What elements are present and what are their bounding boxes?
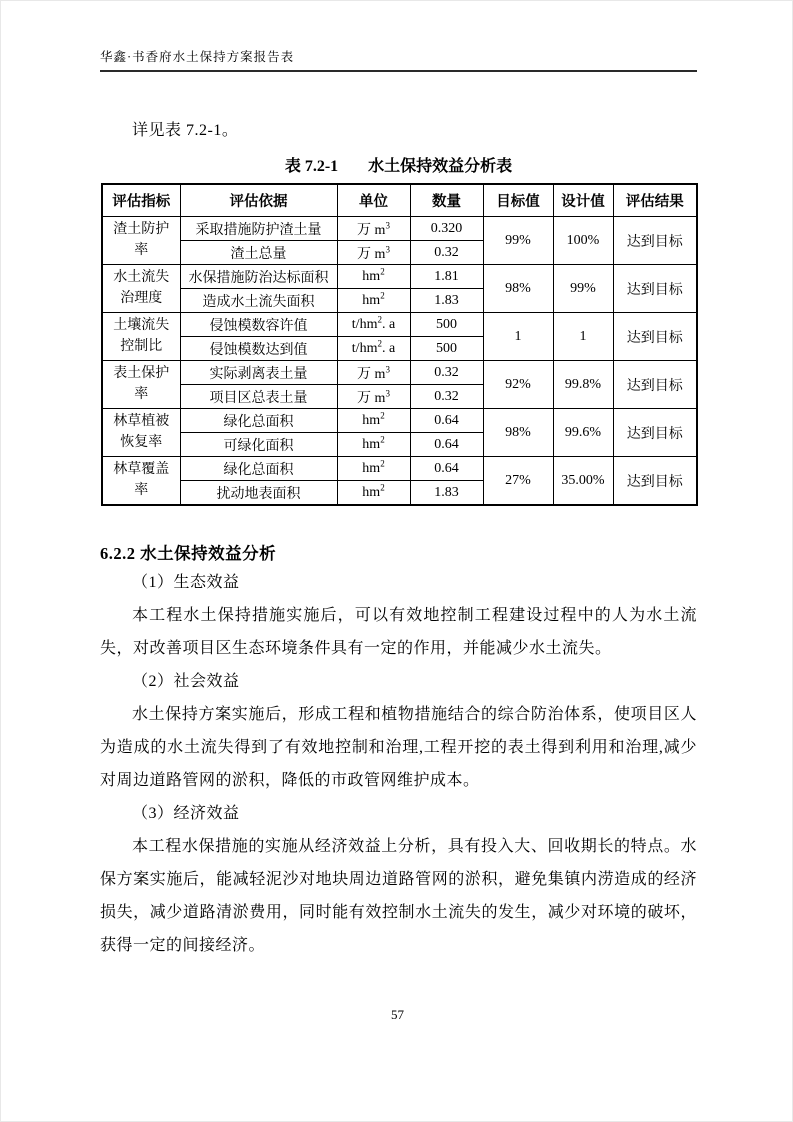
table-row — [102, 409, 697, 433]
unit-cell: $hm^2$ — [337, 481, 410, 506]
indicator-cell: 渣土防护率 — [102, 217, 180, 265]
design-cell: 99.6% — [553, 409, 613, 457]
unit-superscript: 2 — [380, 457, 385, 468]
page-header — [100, 47, 697, 72]
intro-paragraph: 详见表 7.2-1。 — [132, 122, 239, 139]
target-cell: 27% — [483, 457, 553, 506]
result-cell: 达到目标 — [613, 313, 697, 361]
unit-cell: $hm^2$ — [337, 433, 410, 457]
basis-cell: 绿化总面积 — [180, 409, 337, 433]
paragraph: 本工程水土保持措施实施后，可以有效地控制工程建设过程中的人为水土流失，对改善项目区生态环境条件具有一定的作用，并能减少水土流失。 — [100, 607, 697, 657]
table-caption-label: 表 7.2-1 — [284, 158, 339, 175]
result-cell: 达到目标 — [613, 361, 697, 409]
result-cell: 达到目标 — [613, 217, 697, 265]
basis-cell: 侵蚀模数达到值 — [180, 337, 337, 361]
quantity-cell: 0.32 — [410, 361, 483, 385]
paragraph: （1）生态效益 — [132, 574, 240, 591]
paragraph: （2）社会效益 — [132, 673, 240, 690]
design-cell: 99.8% — [553, 361, 613, 409]
quantity-cell: 0.32 — [410, 385, 483, 409]
unit-cell: 万 $m^3$ — [337, 217, 410, 241]
quantity-cell: 0.64 — [410, 457, 483, 481]
basis-cell: 侵蚀模数容许值 — [180, 313, 337, 337]
unit-cell: $hm^2$ — [337, 265, 410, 289]
basis-cell: 项目区总表土量 — [180, 385, 337, 409]
basis-cell: 绿化总面积 — [180, 457, 337, 481]
basis-cell: 采取措施防护渣土量 — [180, 217, 337, 241]
unit-superscript: 3 — [385, 387, 390, 398]
unit-cell: $hm^2$ — [337, 457, 410, 481]
column-header: 评估指标 — [102, 184, 180, 217]
quantity-cell: 1.83 — [410, 481, 483, 506]
section-heading: 6.2.2 水土保持效益分析 — [100, 544, 277, 563]
table-row — [102, 265, 697, 289]
body-paragraphs — [100, 566, 697, 962]
table-row — [102, 457, 697, 481]
quantity-cell: 0.64 — [410, 433, 483, 457]
table-header-row — [102, 184, 697, 217]
indicator-cell: 林草植被恢复率 — [102, 409, 180, 457]
paragraph: 水土保持方案实施后，形成工程和植物措施结合的综合防治体系，使项目区人为造成的水土流失得到了有效地控制和治理,工程开挖的表土得到利用和治理,减少对周边道路管网的淤积，降低的市政管网维护成本。 — [100, 706, 697, 789]
column-header: 设计值 — [553, 184, 613, 217]
basis-cell: 扰动地表面积 — [180, 481, 337, 506]
column-header: 评估结果 — [613, 184, 697, 217]
unit-cell: 万 $m^3$ — [337, 241, 410, 265]
unit-cell: $hm^2$ — [337, 289, 410, 313]
design-cell: 35.00% — [553, 457, 613, 506]
indicator-cell: 林草覆盖率 — [102, 457, 180, 506]
unit-superscript: 2 — [380, 265, 385, 276]
table-row — [102, 313, 697, 337]
unit-superscript: 2 — [380, 289, 385, 300]
target-cell: 1 — [483, 313, 553, 361]
unit-superscript: 2 — [380, 409, 385, 420]
table-caption — [100, 155, 697, 179]
unit-superscript: 2 — [380, 481, 385, 492]
unit-cell: $t/hm^2$. a — [337, 337, 410, 361]
table-row — [102, 361, 697, 385]
design-cell: 1 — [553, 313, 613, 361]
unit-superscript: 3 — [385, 219, 390, 230]
quantity-cell: 1.81 — [410, 265, 483, 289]
paragraph: （3）经济效益 — [132, 805, 240, 822]
unit-cell: $hm^2$ — [337, 409, 410, 433]
column-header: 评估依据 — [180, 184, 337, 217]
basis-cell: 可绿化面积 — [180, 433, 337, 457]
unit-superscript: 2 — [377, 313, 382, 324]
table-row — [102, 217, 697, 241]
design-cell: 100% — [553, 217, 613, 265]
indicator-cell: 土壤流失控制比 — [102, 313, 180, 361]
unit-cell: 万 $m^3$ — [337, 385, 410, 409]
unit-superscript: 3 — [385, 363, 390, 374]
column-header: 数量 — [410, 184, 483, 217]
target-cell: 92% — [483, 361, 553, 409]
quantity-cell: 0.64 — [410, 409, 483, 433]
result-cell: 达到目标 — [613, 457, 697, 506]
design-cell: 99% — [553, 265, 613, 313]
quantity-cell: 1.83 — [410, 289, 483, 313]
target-cell: 98% — [483, 409, 553, 457]
unit-superscript: 2 — [377, 337, 382, 348]
column-header: 目标值 — [483, 184, 553, 217]
unit-superscript: 3 — [385, 243, 390, 254]
basis-cell: 实际剥离表土量 — [180, 361, 337, 385]
column-header: 单位 — [337, 184, 410, 217]
unit-cell: $t/hm^2$. a — [337, 313, 410, 337]
indicator-cell: 表土保护率 — [102, 361, 180, 409]
result-cell: 达到目标 — [613, 265, 697, 313]
basis-cell: 水保措施防治达标面积 — [180, 265, 337, 289]
quantity-cell: 500 — [410, 313, 483, 337]
target-cell: 98% — [483, 265, 553, 313]
page-number: 57 — [391, 1007, 404, 1022]
result-cell: 达到目标 — [613, 409, 697, 457]
benefit-analysis-table — [101, 183, 698, 506]
basis-cell: 渣土总量 — [180, 241, 337, 265]
unit-cell: 万 $m^3$ — [337, 361, 410, 385]
paragraph: 本工程水保措施的实施从经济效益上分析，具有投入大、回收期长的特点。水保方案实施后，能减轻泥沙对地块周边道路管网的淤积，避免集镇内涝造成的经济损失，减少道路清淤费用，同时能有效控制水土流失的发生，减少对环境的破坏，获得一定的间接经济。 — [100, 838, 697, 954]
unit-superscript: 2 — [380, 433, 385, 444]
indicator-cell: 水土流失治理度 — [102, 265, 180, 313]
target-cell: 99% — [483, 217, 553, 265]
doc-header-title: 华鑫·书香府水土保持方案报告表 — [100, 50, 295, 64]
basis-cell: 造成水土流失面积 — [180, 289, 337, 313]
quantity-cell: 0.320 — [410, 217, 483, 241]
quantity-cell: 0.32 — [410, 241, 483, 265]
quantity-cell: 500 — [410, 337, 483, 361]
table-caption-title: 水土保持效益分析表 — [368, 158, 513, 175]
